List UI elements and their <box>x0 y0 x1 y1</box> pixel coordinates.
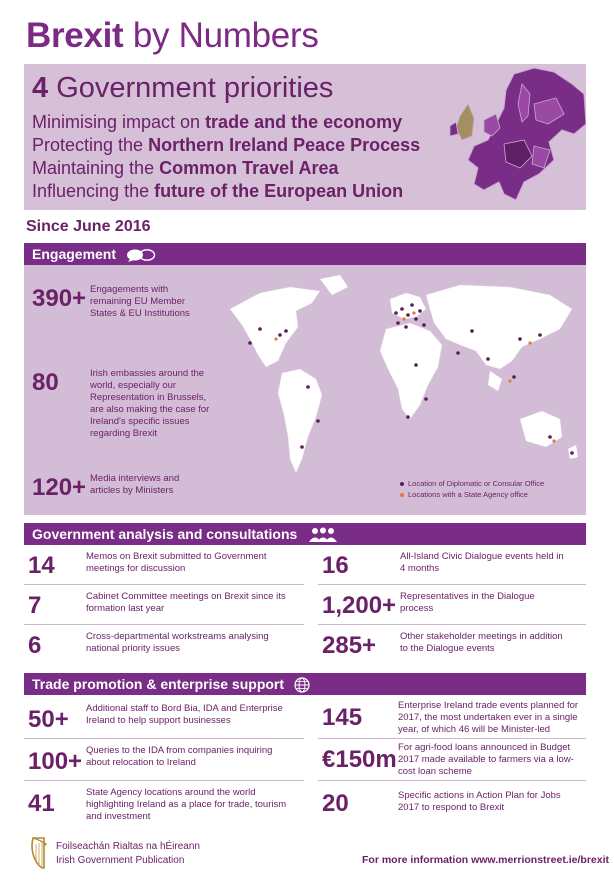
engagement-panel <box>24 265 586 515</box>
stat-number: 145 <box>322 704 363 731</box>
stat-description: Irish embassies around the world, especially our Representation in Brussels, are also making the case for Ireland's specific issues regarding Brexit <box>90 368 210 439</box>
stat-number: 1,200+ <box>322 592 397 619</box>
stat-description: Memos on Brexit submitted to Government meetings for discussion <box>86 551 267 574</box>
engagement-header: Engagement <box>24 243 586 265</box>
stat-number: 6 <box>28 632 42 659</box>
stat-number: 14 <box>28 552 55 579</box>
stat-number: 120+ <box>32 474 87 501</box>
globe-icon <box>294 677 310 693</box>
priorities-panel <box>24 64 586 210</box>
stat-row <box>318 742 586 781</box>
stat-number: €150m <box>322 746 397 773</box>
legend-item: Locations with a State Agency office <box>400 490 528 499</box>
stat-row <box>24 548 304 585</box>
trade-header: Trade promotion & enterprise support <box>24 673 586 695</box>
stat-description: State Agency locations around the world highlighting Ireland as a place for trade, tourism and investment <box>86 787 287 822</box>
stat-row <box>318 548 586 585</box>
stat-description: Representatives in the Dialogue process <box>400 591 535 614</box>
priority-item: Influencing the future of the European Union <box>32 181 404 201</box>
since-heading: Since June 2016 <box>26 218 151 235</box>
stat-number: 390+ <box>32 285 87 312</box>
stat-description: Additional staff to Bord Bia, IDA and Enterprise Ireland to help support businesses <box>86 703 283 726</box>
stat-description: Other stakeholder meetings in addition to the Dialogue events <box>400 631 563 654</box>
speech-bubbles-icon <box>126 248 156 262</box>
stat-number: 41 <box>28 790 55 817</box>
people-icon <box>307 527 339 543</box>
priority-item: Maintaining the Common Travel Area <box>32 158 339 178</box>
legend-swatch <box>400 493 404 497</box>
publisher-line-irish: Foilseachán Rialtas na hÉireann <box>56 841 200 852</box>
stat-description: For agri-food loans announced in Budget 2017 made available to farmers via a low-cost loan scheme <box>398 742 574 777</box>
more-info: For more information www.merrionstreet.ie/brexit <box>362 854 609 866</box>
stat-number: 100+ <box>28 748 83 775</box>
more-info-link[interactable]: www.merrionstreet.ie/brexit <box>471 854 609 866</box>
legend-item: Location of Diplomatic or Consular Office <box>400 479 544 488</box>
stat-number: 50+ <box>28 706 69 733</box>
priorities-heading: 4 Government priorities <box>32 72 334 104</box>
stat-row <box>318 628 586 664</box>
page-title: Brexit by Numbers <box>26 16 319 55</box>
stat-description: Engagements with remaining EU Member States & EU Institutions <box>90 284 190 319</box>
stat-description: Enterprise Ireland trade events planned for 2017, the most undertaken ever in a single year, of which 46 will be Minister-led <box>398 700 579 735</box>
europe-map-image <box>444 64 586 210</box>
stat-description: Specific actions in Action Plan for Jobs 2017 to respond to Brexit <box>398 790 561 813</box>
analysis-header: Government analysis and consultations <box>24 523 586 545</box>
stat-description: Media interviews and articles by Ministers <box>90 473 180 496</box>
stat-row <box>318 784 586 824</box>
publisher-line-english: Irish Government Publication <box>56 855 185 866</box>
stat-number: 80 <box>32 369 59 396</box>
legend-swatch <box>400 482 404 486</box>
stat-row <box>24 588 304 625</box>
stat-row <box>318 700 586 739</box>
stat-row <box>24 784 304 824</box>
stat-number: 20 <box>322 790 349 817</box>
harp-emblem-icon <box>28 836 50 870</box>
stat-description: Queries to the IDA from companies inquiring about relocation to Ireland <box>86 745 273 768</box>
stat-description: All-Island Civic Dialogue events held in 4 months <box>400 551 564 574</box>
stat-number: 7 <box>28 592 42 619</box>
world-map-image <box>220 269 586 513</box>
stat-description: Cross-departmental workstreams analysing national priority issues <box>86 631 269 654</box>
stat-description: Cabinet Committee meetings on Brexit since its formation last year <box>86 591 286 614</box>
priority-item: Minimising impact on trade and the economy <box>32 112 403 132</box>
stat-row <box>24 628 304 664</box>
stat-number: 285+ <box>322 632 377 659</box>
priority-item: Protecting the Northern Ireland Peace Process <box>32 135 421 155</box>
stat-row <box>24 700 304 739</box>
stat-row <box>318 588 586 625</box>
stat-row <box>24 742 304 781</box>
stat-number: 16 <box>322 552 349 579</box>
